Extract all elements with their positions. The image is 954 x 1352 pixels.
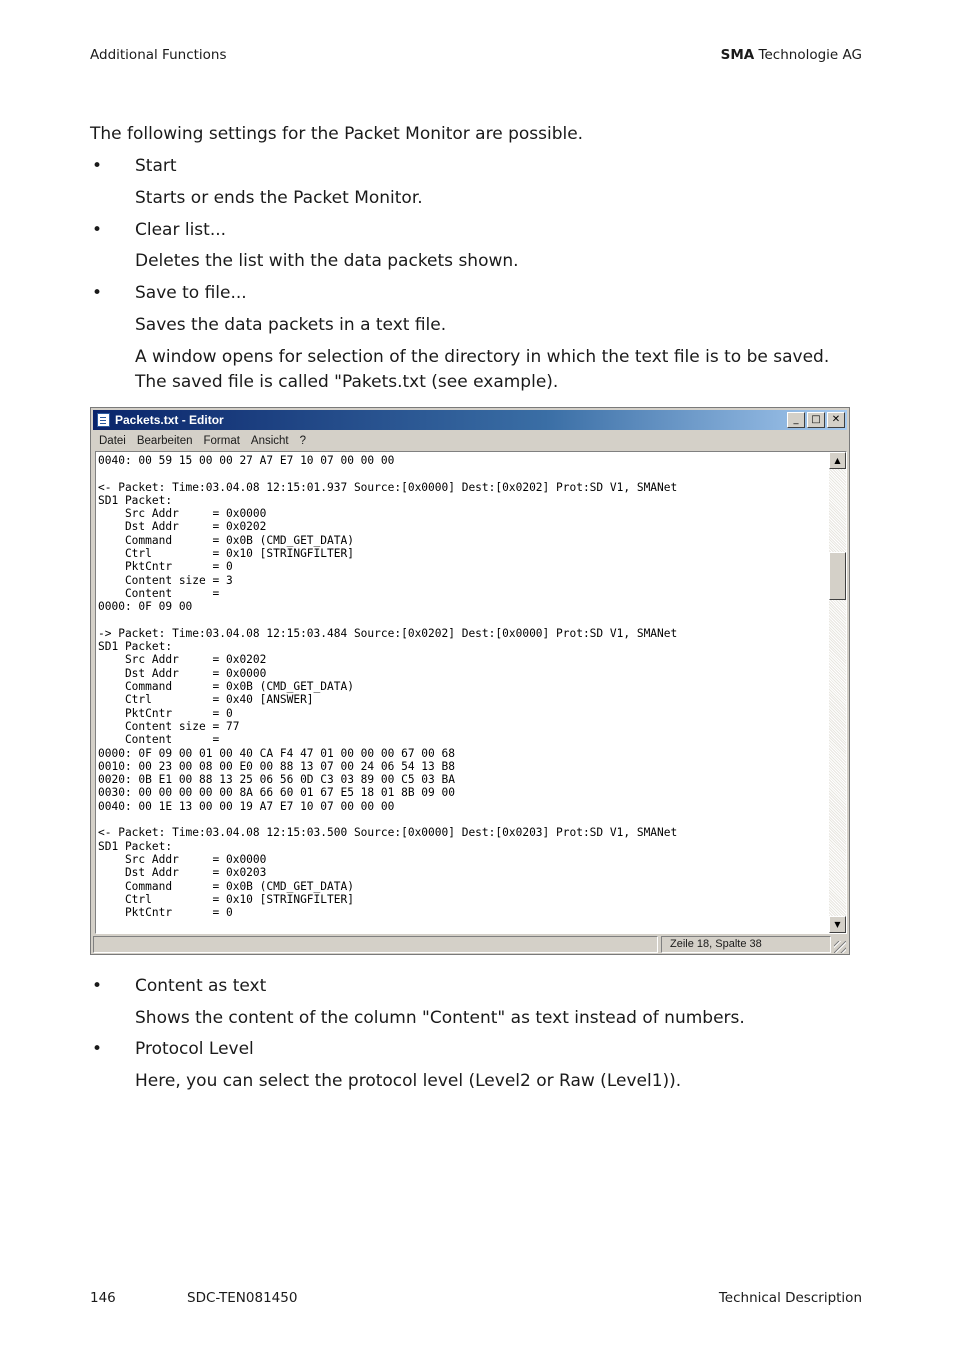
scroll-down-icon[interactable]: ▼ bbox=[829, 916, 846, 933]
item-desc-protocol: Here, you can select the protocol level (Level2 or Raw (Level1)). bbox=[135, 1071, 682, 1091]
item-title-protocol: Protocol Level bbox=[135, 1039, 254, 1059]
packet-log-text[interactable]: 0040: 00 59 15 00 00 27 A7 E7 10 07 00 00 00 <- Packet: Time:03.04.08 12:15:01.937 Source:[0x0000] Dest:[0x0202] Prot:SD V1, SMANet SD1 Packet: Src Addr = 0x0000 Dst Addr = 0x0202 Command = 0x0B (CMD_GET_DATA) Ctrl = 0x10 [STRINGFILTER] PktCntr = 0 Content size = 3 Content = 0000: 0F 09 00 -> Packet: Time:03.04.08 12:15:03.484 Source:[0x0202] Dest:[0x0000] Prot:SD V1, SMANet SD1 Packet: Src Addr = 0x0202 Dst Addr = 0x0000 Command = 0x0B (CMD_GET_DATA) Ctrl = 0x40 [ANSWER] PktCntr = 0 Content size = 77 Content = 0000: 0F 09 00 01 00 40 CA F4 47 01 00 00 00 67 00 68 0010: 00 23 00 08 00 E0 00 88 13 07 00 24 06 54 13 B8 0020: 0B E1 00 88 13 25 06 56 0D C3 03 89 00 C5 03 BA 0030: 00 00 00 00 00 8A 66 60 01 67 E5 18 01 8B 09 00 0040: 00 1E 13 00 00 19 A7 E7 10 07 00 00 00 <- Packet: Time:03.04.08 12:15:03.500 Source:[0x0000] Dest:[0x0203] Prot:SD V1, SMANet SD1 Packet: Src Addr = 0x0000 Dst Addr = 0x0203 Command = 0x0B (CMD_GET_DATA) Ctrl = 0x10 [STRINGFILTER] PktCntr = 0 bbox=[98, 454, 678, 920]
vertical-scrollbar[interactable] bbox=[829, 452, 846, 933]
brand-name: SMA bbox=[720, 47, 755, 63]
window-title: Packets.txt - Editor bbox=[115, 413, 224, 427]
notepad-window bbox=[90, 407, 850, 955]
page-number: 146 bbox=[90, 1290, 116, 1306]
close-button[interactable]: ✕ bbox=[827, 412, 845, 428]
window-buttons bbox=[787, 412, 845, 428]
status-position: Zeile 18, Spalte 38 bbox=[661, 936, 831, 953]
menu-format[interactable]: Format bbox=[203, 435, 240, 447]
status-bar bbox=[93, 936, 847, 954]
item-title-clear: Clear list... bbox=[135, 220, 227, 240]
item-title-save: Save to file... bbox=[135, 283, 247, 303]
document-type: Technical Description bbox=[718, 1290, 862, 1306]
item-title-content-text: Content as text bbox=[135, 976, 267, 996]
window-titlebar[interactable] bbox=[93, 410, 847, 430]
scroll-thumb[interactable] bbox=[829, 552, 846, 600]
menu-datei[interactable]: Datei bbox=[99, 435, 126, 447]
header-company bbox=[721, 47, 862, 63]
bullet: • bbox=[92, 156, 103, 176]
item-desc-content-text: Shows the content of the column "Content" as text instead of numbers. bbox=[135, 1008, 745, 1028]
item-desc2-save: A window opens for selection of the directory in which the text file is to be saved. The saved file is called "Pakets.txt (see example). bbox=[135, 347, 830, 392]
item-desc-clear: Deletes the list with the data packets shown. bbox=[135, 251, 519, 271]
text-editor-area[interactable] bbox=[95, 451, 847, 934]
item-desc-save: Saves the data packets in a text file. bbox=[135, 315, 447, 335]
intro-text: The following settings for the Packet Monitor are possible. bbox=[90, 124, 584, 144]
menu-ansicht[interactable]: Ansicht bbox=[250, 435, 289, 447]
notepad-icon bbox=[97, 413, 110, 427]
bullet: • bbox=[92, 1039, 103, 1059]
status-panel-empty bbox=[93, 936, 658, 953]
bullet: • bbox=[92, 976, 103, 996]
document-id: SDC-TEN081450 bbox=[187, 1290, 298, 1306]
item-title-start: Start bbox=[135, 156, 177, 176]
company-name: Technologie AG bbox=[758, 47, 862, 63]
scroll-up-icon[interactable]: ▲ bbox=[829, 452, 846, 469]
bullet: • bbox=[92, 220, 103, 240]
maximize-button[interactable]: □ bbox=[807, 412, 825, 428]
item-desc-start: Starts or ends the Packet Monitor. bbox=[135, 188, 423, 208]
header-section: Additional Functions bbox=[90, 47, 227, 63]
minimize-button[interactable]: _ bbox=[787, 412, 805, 428]
bullet: • bbox=[92, 283, 103, 303]
menu-bar bbox=[93, 432, 847, 450]
menu-bearbeiten[interactable]: Bearbeiten bbox=[136, 435, 193, 447]
menu-help[interactable]: ? bbox=[299, 435, 307, 447]
resize-grip-icon[interactable] bbox=[834, 941, 846, 953]
